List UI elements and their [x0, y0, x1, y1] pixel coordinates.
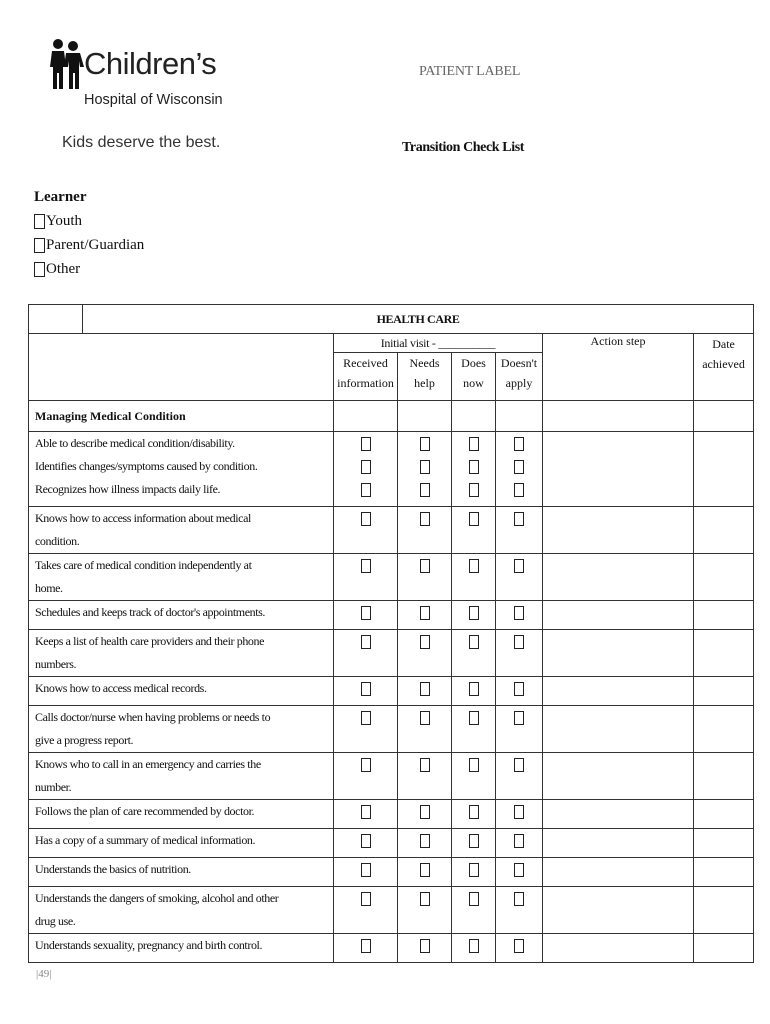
- checkbox-cell: [334, 800, 398, 829]
- health-care-title: HEALTH CARE: [83, 305, 754, 334]
- blank-cell: [29, 305, 83, 334]
- checkbox[interactable]: [514, 606, 524, 620]
- checkbox-cell: [452, 858, 496, 887]
- checkbox[interactable]: [420, 512, 430, 526]
- checkbox[interactable]: [514, 483, 524, 497]
- checkbox-cell: [334, 887, 398, 934]
- action-step-cell[interactable]: [543, 507, 694, 554]
- learner-option-youth[interactable]: [34, 209, 144, 233]
- children-figures-icon: [48, 38, 84, 90]
- checkbox[interactable]: [514, 939, 524, 953]
- checkbox-cell: [398, 858, 452, 887]
- checkbox[interactable]: [34, 238, 45, 253]
- header-line: Needs: [409, 356, 440, 370]
- header-line: Received: [343, 356, 388, 370]
- date-header-line: achieved: [702, 357, 745, 371]
- checklist-item-line: Keeps a list of health care providers and their phone: [35, 634, 265, 648]
- checkbox[interactable]: [361, 805, 371, 819]
- header-line: apply: [505, 376, 533, 390]
- checkbox[interactable]: [361, 939, 371, 953]
- checkbox-cell: [496, 934, 543, 963]
- checkbox[interactable]: [469, 635, 479, 649]
- checkbox[interactable]: [514, 559, 524, 573]
- document-title: Transition Check List: [402, 140, 525, 155]
- checklist-item: [29, 858, 334, 887]
- checkbox-cell: [334, 706, 398, 753]
- table-row: [29, 432, 754, 507]
- checkbox[interactable]: [469, 805, 479, 819]
- action-step-cell[interactable]: [543, 800, 694, 829]
- table-row: [29, 507, 754, 554]
- checkbox-cell: [398, 601, 452, 630]
- checkbox-cell: [452, 507, 496, 554]
- logo-tagline: Kids deserve the best.: [62, 134, 221, 151]
- checklist-item: [29, 706, 334, 753]
- checkbox-cell: [496, 829, 543, 858]
- action-step-header: Action step: [543, 334, 694, 401]
- checkbox-cell: [398, 554, 452, 601]
- date-achieved-cell[interactable]: [694, 432, 754, 507]
- checkbox[interactable]: [469, 512, 479, 526]
- checklist-item-line: Schedules and keeps track of doctor's appointments.: [35, 605, 266, 619]
- table-row: [29, 677, 754, 706]
- checkbox[interactable]: [514, 892, 524, 906]
- checkbox[interactable]: [420, 437, 430, 451]
- action-step-cell[interactable]: [543, 753, 694, 800]
- checkbox[interactable]: [34, 262, 45, 277]
- checkbox[interactable]: [469, 606, 479, 620]
- checkbox[interactable]: [420, 863, 430, 877]
- checkbox-cell: [398, 677, 452, 706]
- checkbox-cell: [496, 858, 543, 887]
- checklist-item-line: Has a copy of a summary of medical information.: [35, 833, 256, 847]
- checkbox-cell: [398, 934, 452, 963]
- checkbox-cell: [452, 432, 496, 507]
- learner-option-label: Other: [46, 261, 81, 277]
- does-now-header: [452, 353, 496, 401]
- date-achieved-cell[interactable]: [694, 858, 754, 887]
- table-row: [29, 706, 754, 753]
- date-achieved-cell[interactable]: [694, 887, 754, 934]
- blank-cell: [334, 401, 398, 432]
- checkbox-cell: [496, 630, 543, 677]
- checkbox[interactable]: [420, 892, 430, 906]
- checkbox[interactable]: [420, 939, 430, 953]
- checklist-item: [29, 887, 334, 934]
- checklist-item-line: drug use.: [35, 914, 76, 928]
- learner-heading: Learner: [34, 189, 87, 205]
- checkbox-cell: [452, 753, 496, 800]
- checklist-item-line: Knows how to access medical records.: [35, 681, 207, 695]
- checklist-item: [29, 753, 334, 800]
- checkbox[interactable]: [469, 483, 479, 497]
- action-step-cell[interactable]: [543, 601, 694, 630]
- learner-option-other[interactable]: [34, 257, 144, 281]
- checkbox-cell: [398, 507, 452, 554]
- checkbox[interactable]: [420, 758, 430, 772]
- checkbox[interactable]: [361, 834, 371, 848]
- checkbox-cell: [496, 554, 543, 601]
- date-achieved-cell[interactable]: [694, 507, 754, 554]
- checklist-item-line: Recognizes how illness impacts daily life.: [35, 482, 221, 496]
- checkbox-cell: [334, 630, 398, 677]
- learner-option-label: Youth: [46, 213, 82, 229]
- date-header-line: Date: [712, 337, 735, 351]
- checklist-item: [29, 829, 334, 858]
- action-step-cell[interactable]: [543, 706, 694, 753]
- checkbox[interactable]: [514, 863, 524, 877]
- checkbox-cell: [496, 800, 543, 829]
- checkbox-cell: [452, 677, 496, 706]
- checklist-item-line: home.: [35, 581, 63, 595]
- date-achieved-cell[interactable]: [694, 706, 754, 753]
- checkbox-cell: [334, 858, 398, 887]
- checkbox-cell: [398, 630, 452, 677]
- checkbox-cell: [334, 554, 398, 601]
- checkbox-cell: [334, 601, 398, 630]
- checkbox-cell: [334, 677, 398, 706]
- checklist-item: [29, 677, 334, 706]
- action-step-cell[interactable]: [543, 887, 694, 934]
- date-achieved-cell[interactable]: [694, 753, 754, 800]
- checkbox-cell: [452, 934, 496, 963]
- action-step-cell[interactable]: [543, 829, 694, 858]
- table-row: [29, 887, 754, 934]
- checkbox[interactable]: [514, 460, 524, 474]
- checkbox-cell: [334, 753, 398, 800]
- checkbox[interactable]: [361, 483, 371, 497]
- checkbox[interactable]: [34, 214, 45, 229]
- checkbox[interactable]: [420, 483, 430, 497]
- learner-option-parent-guardian[interactable]: [34, 233, 144, 257]
- page-number: |49|: [36, 968, 52, 980]
- checkbox[interactable]: [469, 758, 479, 772]
- checkbox[interactable]: [361, 606, 371, 620]
- checklist-item-line: give a progress report.: [35, 733, 134, 747]
- checklist-item-line: number.: [35, 780, 72, 794]
- checkbox-cell: [398, 829, 452, 858]
- checkbox-cell: [496, 677, 543, 706]
- logo-name: Children’s: [84, 46, 217, 81]
- learner-section: [34, 187, 144, 281]
- checkbox-cell: [398, 753, 452, 800]
- checkbox[interactable]: [420, 805, 430, 819]
- date-achieved-cell[interactable]: [694, 630, 754, 677]
- checkbox[interactable]: [420, 635, 430, 649]
- checkbox[interactable]: [514, 805, 524, 819]
- checklist-item: [29, 630, 334, 677]
- table-title-row: [29, 305, 754, 334]
- checkbox[interactable]: [469, 711, 479, 725]
- action-step-cell[interactable]: [543, 677, 694, 706]
- checkbox[interactable]: [420, 711, 430, 725]
- doesnt-apply-header: [496, 353, 543, 401]
- checkbox[interactable]: [514, 758, 524, 772]
- checkbox-cell: [398, 432, 452, 507]
- table-row: [29, 601, 754, 630]
- checkbox-cell: [452, 887, 496, 934]
- table-row: [29, 829, 754, 858]
- action-step-cell[interactable]: [543, 432, 694, 507]
- initial-visit-header: Initial visit - __________: [334, 334, 543, 353]
- checklist-item: [29, 432, 334, 507]
- checkbox-cell: [496, 507, 543, 554]
- checkbox[interactable]: [469, 460, 479, 474]
- checkbox[interactable]: [361, 437, 371, 451]
- checkbox-cell: [452, 601, 496, 630]
- checkbox-cell: [452, 630, 496, 677]
- blank-cell: [496, 401, 543, 432]
- date-achieved-cell[interactable]: [694, 829, 754, 858]
- learner-option-label: Parent/Guardian: [46, 237, 145, 253]
- table-row: [29, 858, 754, 887]
- checkbox-cell: [452, 800, 496, 829]
- checkbox-cell: [496, 887, 543, 934]
- checkbox[interactable]: [361, 892, 371, 906]
- checkbox[interactable]: [514, 682, 524, 696]
- checkbox[interactable]: [514, 834, 524, 848]
- checklist-item-line: Knows who to call in an emergency and carries the: [35, 757, 261, 771]
- date-achieved-cell[interactable]: [694, 677, 754, 706]
- table-row: [29, 753, 754, 800]
- checkbox[interactable]: [361, 460, 371, 474]
- blank-header-cell: [29, 334, 334, 401]
- header-line: help: [414, 376, 435, 390]
- date-achieved-cell[interactable]: [694, 934, 754, 963]
- checklist-item: [29, 507, 334, 554]
- checkbox[interactable]: [514, 437, 524, 451]
- checkbox[interactable]: [469, 939, 479, 953]
- managing-medical-condition-title: Managing Medical Condition: [29, 401, 334, 432]
- blank-cell: [543, 401, 694, 432]
- header-line: Does: [461, 356, 486, 370]
- checklist-table: [28, 304, 754, 963]
- action-step-cell[interactable]: [543, 858, 694, 887]
- checkbox[interactable]: [361, 635, 371, 649]
- needs-help-header: [398, 353, 452, 401]
- table-row: [29, 800, 754, 829]
- checkbox-cell: [398, 800, 452, 829]
- checkbox[interactable]: [469, 682, 479, 696]
- checkbox[interactable]: [420, 606, 430, 620]
- checkbox-cell: [398, 706, 452, 753]
- group-title-row: [29, 401, 754, 432]
- checkbox[interactable]: [420, 682, 430, 696]
- header-line: now: [463, 376, 484, 390]
- checkbox[interactable]: [469, 559, 479, 573]
- checklist-item-line: Knows how to access information about medical: [35, 511, 251, 525]
- checklist-item-line: Able to describe medical condition/disability.: [35, 436, 235, 450]
- checkbox-cell: [496, 753, 543, 800]
- blank-cell: [398, 401, 452, 432]
- initial-visit-row: [29, 334, 754, 353]
- checklist-rows: [29, 432, 754, 963]
- blank-cell: [452, 401, 496, 432]
- date-achieved-cell[interactable]: [694, 800, 754, 829]
- checkbox[interactable]: [361, 863, 371, 877]
- checkbox-cell: [398, 887, 452, 934]
- checklist-item-line: condition.: [35, 534, 80, 548]
- header-line: Doesn't: [500, 356, 538, 370]
- checkbox[interactable]: [514, 635, 524, 649]
- blank-cell: [694, 401, 754, 432]
- checkbox[interactable]: [420, 460, 430, 474]
- checklist-item-line: Takes care of medical condition independently at: [35, 558, 252, 572]
- checklist-item: [29, 554, 334, 601]
- checkbox[interactable]: [469, 834, 479, 848]
- checkbox[interactable]: [514, 711, 524, 725]
- checklist-item-line: Understands the dangers of smoking, alcohol and other: [35, 891, 279, 905]
- checkbox-cell: [334, 432, 398, 507]
- checklist-item-line: Follows the plan of care recommended by doctor.: [35, 804, 255, 818]
- checklist-item-line: Understands the basics of nutrition.: [35, 862, 191, 876]
- checkbox[interactable]: [361, 512, 371, 526]
- checkbox-cell: [452, 554, 496, 601]
- checklist-item-line: Understands sexuality, pregnancy and birth control.: [35, 938, 263, 952]
- checkbox[interactable]: [469, 863, 479, 877]
- checkbox-cell: [496, 706, 543, 753]
- checkbox[interactable]: [361, 758, 371, 772]
- action-step-cell[interactable]: [543, 934, 694, 963]
- date-achieved-cell[interactable]: [694, 601, 754, 630]
- action-step-cell[interactable]: [543, 630, 694, 677]
- checkbox[interactable]: [469, 437, 479, 451]
- checklist-item: [29, 934, 334, 963]
- checkbox-cell: [334, 829, 398, 858]
- hospital-logo: [48, 36, 248, 160]
- header-line: information: [337, 376, 394, 390]
- date-achieved-header: [694, 334, 754, 401]
- checkbox-cell: [452, 829, 496, 858]
- checkbox[interactable]: [420, 834, 430, 848]
- received-information-header: [334, 353, 398, 401]
- checklist-item-line: Identifies changes/symptoms caused by condition.: [35, 459, 258, 473]
- checkbox[interactable]: [361, 559, 371, 573]
- checklist-item: [29, 601, 334, 630]
- checkbox[interactable]: [361, 682, 371, 696]
- checkbox[interactable]: [514, 512, 524, 526]
- checkbox-cell: [496, 601, 543, 630]
- checkbox[interactable]: [420, 559, 430, 573]
- checkbox-cell: [334, 934, 398, 963]
- checkbox-cell: [334, 507, 398, 554]
- checklist-item: [29, 800, 334, 829]
- checklist-item-line: numbers.: [35, 657, 77, 671]
- patient-label: PATIENT LABEL: [419, 64, 521, 79]
- checklist-item-line: Calls doctor/nurse when having problems or needs to: [35, 710, 271, 724]
- checkbox[interactable]: [469, 892, 479, 906]
- action-step-cell[interactable]: [543, 554, 694, 601]
- table-row: [29, 934, 754, 963]
- checkbox[interactable]: [361, 711, 371, 725]
- checkbox-cell: [496, 432, 543, 507]
- logo-subtitle: Hospital of Wisconsin: [84, 92, 223, 108]
- checkbox-cell: [452, 706, 496, 753]
- date-achieved-cell[interactable]: [694, 554, 754, 601]
- table-row: [29, 554, 754, 601]
- table-row: [29, 630, 754, 677]
